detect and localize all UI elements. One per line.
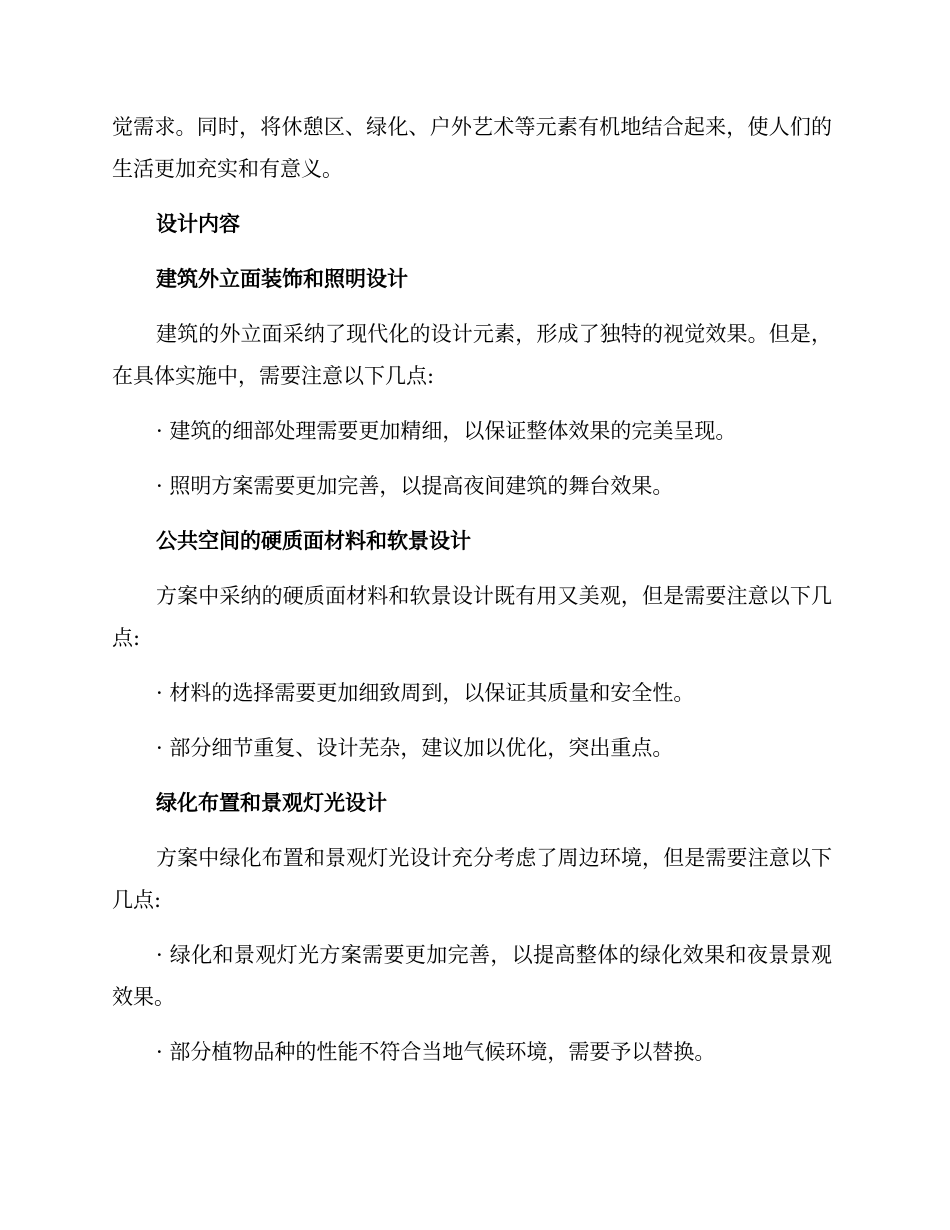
spacer [112, 245, 832, 258]
bullet-item: · 建筑的细部处理需要更加精细，以保证整体效果的完美呈现。 [156, 419, 737, 443]
paragraph-landscape: 方案中绿化布置和景观灯光设计充分考虑了周边环境，但是需要注意以下几点: [112, 846, 832, 912]
spacer [112, 824, 832, 837]
spacer [112, 397, 832, 410]
spacer [112, 769, 832, 782]
section-title: 设计内容 [156, 211, 240, 236]
spacer [112, 714, 832, 727]
bullet-item: · 材料的选择需要更加细致周到，以保证其质量和安全性。 [156, 681, 695, 705]
spacer [112, 1018, 832, 1031]
bullet-item: · 绿化和景观灯光方案需要更加完善，以提高整体的绿化效果和夜景景观效果。 [112, 943, 832, 1009]
subsection-heading-materials: 公共空间的硬质面材料和软景设计 [156, 528, 471, 553]
paragraph-materials: 方案中采纳的硬质面材料和软景设计既有用又美观，但是需要注意以下几点: [112, 584, 832, 650]
intro-paragraph: 觉需求。同时，将休憩区、绿化、户外艺术等元素有机地结合起来，使人们的生活更加充实和有意义。 [112, 115, 832, 181]
bullet-item: · 部分植物品种的性能不符合当地气候环境，需要予以替换。 [156, 1040, 716, 1064]
spacer [112, 190, 832, 203]
bullet-item: · 照明方案需要更加完善，以提高夜间建筑的舞台效果。 [156, 474, 674, 498]
spacer [112, 452, 832, 465]
spacer [112, 659, 832, 672]
subsection-heading-facade: 建筑外立面装饰和照明设计 [156, 266, 408, 291]
spacer [112, 300, 832, 313]
spacer [112, 507, 832, 520]
paragraph-facade: 建筑的外立面采纳了现代化的设计元素，形成了独特的视觉效果。但是，在具体实施中，需要注意以下几点: [112, 322, 832, 388]
document-page [112, 106, 832, 1073]
spacer [112, 921, 832, 934]
spacer [112, 562, 832, 575]
bullet-item: · 部分细节重复、设计芜杂，建议加以优化，突出重点。 [156, 736, 674, 760]
subsection-heading-landscape: 绿化布置和景观灯光设计 [156, 790, 387, 815]
